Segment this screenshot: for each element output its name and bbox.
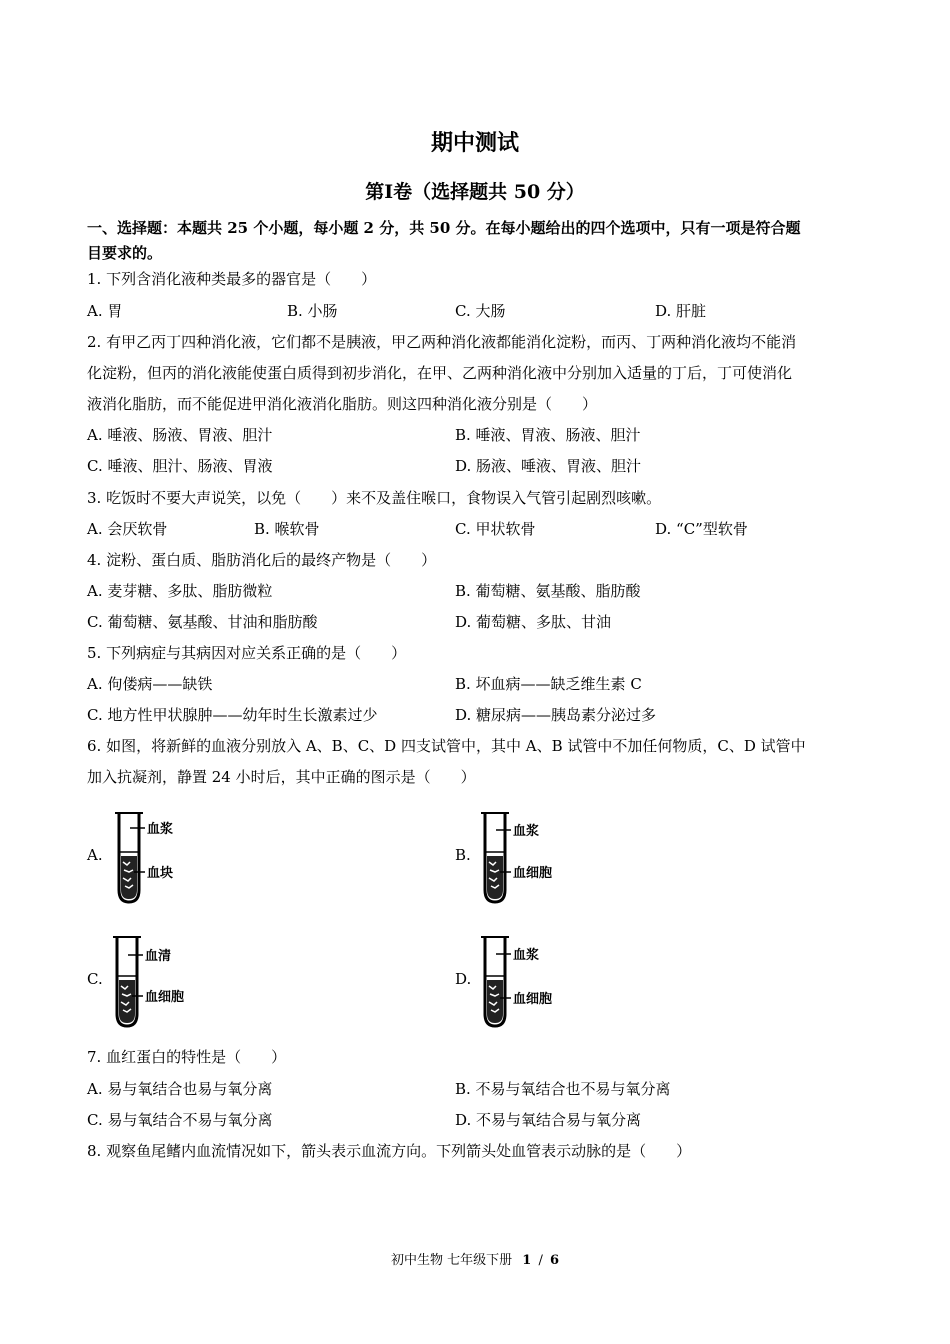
tube-d-bottom-label: 血细胞 [513, 992, 553, 1007]
q3-option-b[interactable]: B. 喉软骨 [254, 520, 320, 538]
question-6-stem-2: 加入抗凝剂，静置 24 小时后，其中正确的图示是（ ） [87, 768, 476, 786]
tube-c-top-label: 血清 [145, 949, 172, 964]
question-1-stem: 1. 下列含消化液种类最多的器官是（ ） [87, 270, 377, 288]
q5-option-d[interactable]: D. 糖尿病——胰岛素分泌过多 [455, 706, 657, 724]
question-6-stem-1: 6. 如图，将新鲜的血液分别放入 A、B、C、D 四支试管中，其中 A、B 试管中不加任何物质，C、D 试管中 [87, 737, 806, 755]
q7-option-a[interactable]: A. 易与氧结合也易与氧分离 [87, 1080, 273, 1098]
footer-text: 初中生物 七年级下册 [390, 1253, 513, 1268]
question-4-stem: 4. 淀粉、蛋白质、脂肪消化后的最终产物是（ ） [87, 551, 437, 569]
q1-option-d[interactable]: D. 肝脏 [655, 302, 707, 320]
tube-d-top-label: 血浆 [513, 948, 540, 963]
q1-option-a[interactable]: A. 胃 [87, 302, 123, 320]
section-instruction-cont: 目要求的。 [87, 244, 163, 262]
page-separator: / [538, 1253, 543, 1268]
question-5-stem: 5. 下列病症与其病因对应关系正确的是（ ） [87, 644, 407, 662]
question-8-stem: 8. 观察鱼尾鳍内血流情况如下，箭头表示血流方向。下列箭头处血管表示动脉的是（ ） [87, 1142, 692, 1160]
tube-c-bottom-label: 血细胞 [145, 990, 185, 1005]
q2-option-b[interactable]: B. 唾液、胃液、肠液、胆汁 [455, 426, 641, 444]
tube-a-bottom-label: 血块 [147, 866, 174, 881]
q6-option-a[interactable] [87, 808, 247, 908]
q6-option-c-letter: C. [87, 970, 103, 988]
question-2-stem-3: 液消化脂肪，而不能促进甲消化液消化脂肪。则这四种消化液分别是（ ） [87, 395, 598, 413]
q3-option-c[interactable]: C. 甲状软骨 [455, 520, 536, 538]
q1-option-b[interactable]: B. 小肠 [287, 302, 338, 320]
q6-option-d-letter: D. [455, 970, 472, 988]
tube-b-top-label: 血浆 [513, 824, 540, 839]
q6-option-b-letter: B. [455, 846, 471, 864]
q2-option-d[interactable]: D. 肠液、唾液、胃液、胆汁 [455, 457, 642, 475]
q6-option-a-letter: A. [87, 846, 103, 864]
test-tube-d-figure [475, 932, 615, 1032]
q3-option-a[interactable]: A. 会厌软骨 [87, 520, 168, 538]
q4-option-b[interactable]: B. 葡萄糖、氨基酸、脂肪酸 [455, 582, 641, 600]
page-title: 期中测试 [430, 130, 519, 156]
question-2-stem-1: 2. 有甲乙丙丁四种消化液，它们都不是胰液，甲乙两种消化液都能消化淀粉，而丙、丁两种消化液均不能消 [87, 333, 797, 351]
page-total: 6 [549, 1253, 560, 1268]
q4-option-c[interactable]: C. 葡萄糖、氨基酸、甘油和脂肪酸 [87, 613, 318, 631]
test-tube-b-figure [475, 808, 615, 908]
q5-option-a[interactable]: A. 佝偻病——缺铁 [87, 675, 213, 693]
q4-option-a[interactable]: A. 麦芽糖、多肽、脂肪微粒 [87, 582, 273, 600]
q2-option-c[interactable]: C. 唾液、胆汁、肠液、胃液 [87, 457, 273, 475]
section-subtitle: 第Ⅰ卷（选择题共 50 分） [365, 181, 585, 203]
q6-option-c[interactable] [87, 932, 247, 1032]
q7-option-b[interactable]: B. 不易与氧结合也不易与氧分离 [455, 1080, 671, 1098]
q5-option-b[interactable]: B. 坏血病——缺乏维生素 C [455, 675, 642, 693]
section-instruction: 一、选择题：本题共 25 个小题，每小题 2 分，共 50 分。在每小题给出的四个选项中，只有一项是符合题 [87, 219, 801, 237]
q7-option-c[interactable]: C. 易与氧结合不易与氧分离 [87, 1111, 273, 1129]
page-number: 1 [522, 1253, 532, 1268]
q7-option-d[interactable]: D. 不易与氧结合易与氧分离 [455, 1111, 642, 1129]
q5-option-c[interactable]: C. 地方性甲状腺肿——幼年时生长激素过少 [87, 706, 378, 724]
question-3-stem: 3. 吃饭时不要大声说笑，以免（ ）来不及盖住喉口，食物误入气管引起剧烈咳嗽。 [87, 489, 662, 507]
tube-a-top-label: 血浆 [147, 822, 174, 837]
test-tube-a-figure [109, 808, 249, 908]
q6-option-b[interactable] [455, 808, 615, 908]
test-tube-c-figure [107, 932, 247, 1032]
q6-option-d[interactable] [455, 932, 615, 1032]
q3-option-d[interactable]: D. “C”型软骨 [655, 520, 748, 538]
tube-b-bottom-label: 血细胞 [513, 866, 553, 881]
question-7-stem: 7. 血红蛋白的特性是（ ） [87, 1048, 287, 1066]
q2-option-a[interactable]: A. 唾液、肠液、胃液、胆汁 [87, 426, 273, 444]
q1-option-c[interactable]: C. 大肠 [455, 302, 506, 320]
question-2-stem-2: 化淀粉，但丙的消化液能使蛋白质得到初步消化，在甲、乙两种消化液中分别加入适量的丁后，丁可使消化 [87, 364, 793, 382]
page-footer [0, 1249, 950, 1268]
q4-option-d[interactable]: D. 葡萄糖、多肽、甘油 [455, 613, 612, 631]
